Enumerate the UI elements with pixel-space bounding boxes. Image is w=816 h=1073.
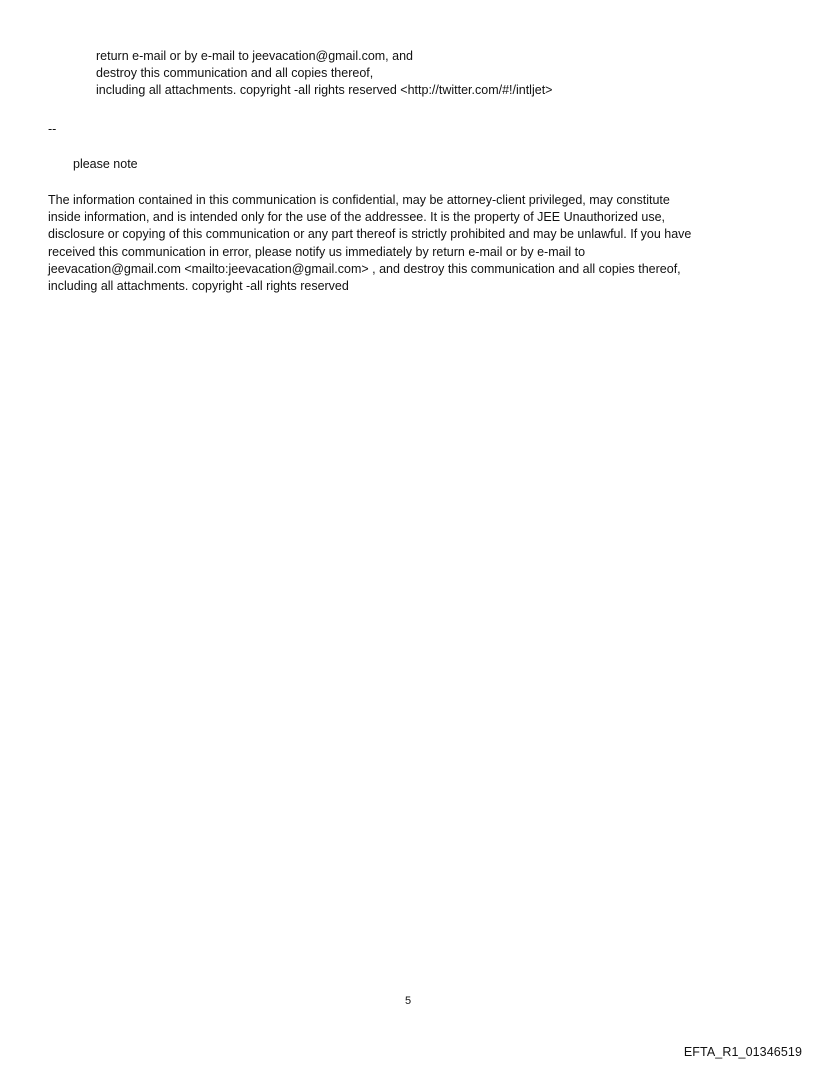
disclaimer-line: disclosure or copying of this communication or any part thereof is strictly prohibited and may be unlawful. If you have [48, 227, 692, 242]
page-number: 5 [404, 995, 412, 1007]
document-id-stamp: EFTA_R1_01346519 [683, 1045, 802, 1059]
confidentiality-disclaimer [48, 192, 768, 295]
disclaimer-line: including all attachments. copyright -all rights reserved [48, 279, 349, 294]
signature-separator: -- [48, 122, 57, 136]
quoted-disclaimer-tail [96, 48, 776, 99]
disclaimer-line: inside information, and is intended only for the use of the addressee. It is the property of JEE Unauthorized use, [48, 210, 666, 225]
quoted-line: return e-mail or by e-mail to jeevacation@gmail.com, and [96, 49, 413, 63]
disclaimer-line: jeevacation@gmail.com <mailto:jeevacation@gmail.com> , and destroy this communication and all copies thereof, [48, 261, 681, 276]
quoted-line: including all attachments. copyright -all rights reserved <http://twitter.com/#!/intljet> [96, 83, 553, 97]
quoted-line: destroy this communication and all copies thereof, [96, 66, 374, 80]
disclaimer-line: received this communication in error, please notify us immediately by return e-mail or by e-mail to [48, 244, 586, 259]
note-heading: please note [73, 157, 138, 171]
disclaimer-line: The information contained in this communication is confidential, may be attorney-client privileged, may constitute [48, 193, 670, 207]
